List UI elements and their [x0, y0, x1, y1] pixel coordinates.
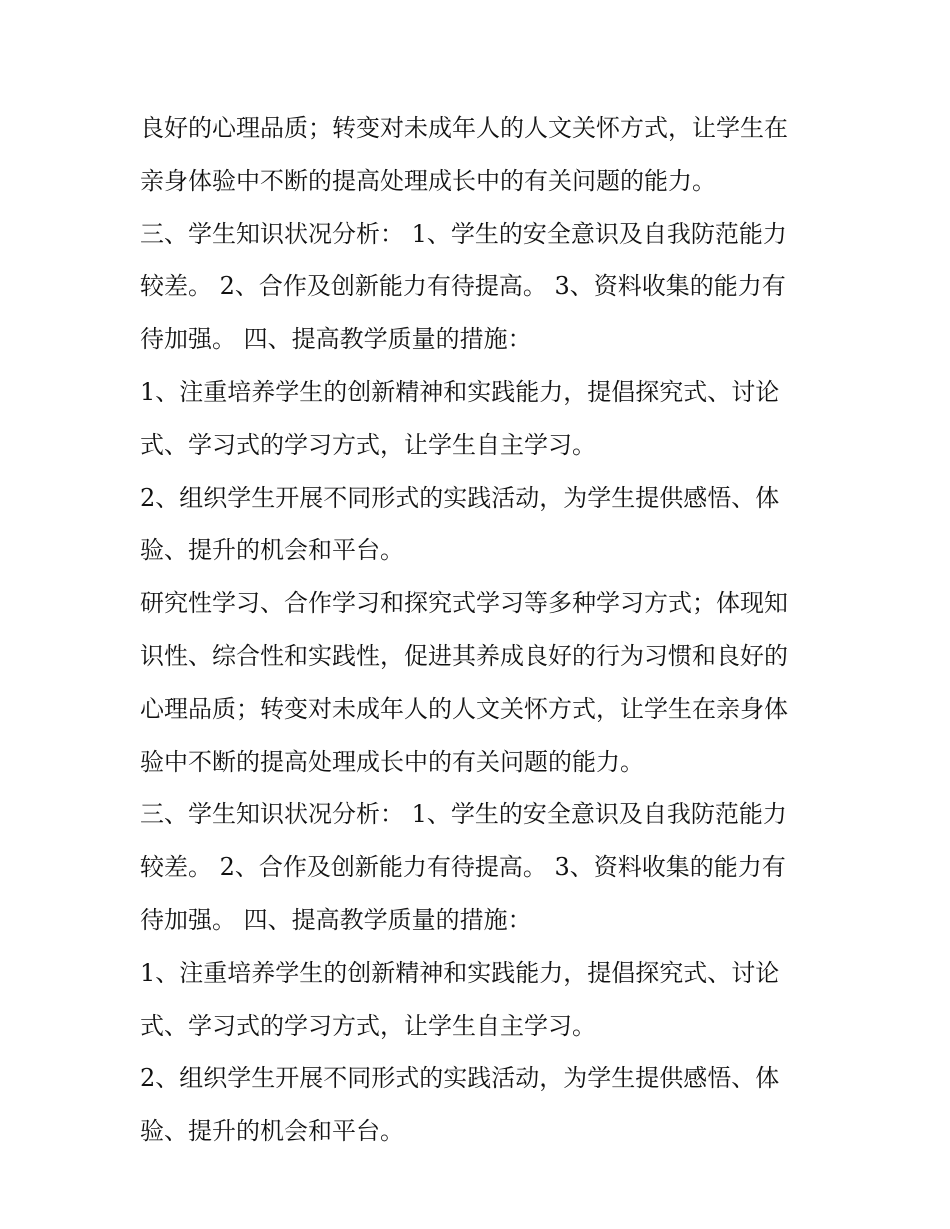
- text-line: 验、提升的机会和平台。: [140, 1117, 404, 1146]
- text-line: 2、组织学生开展不同形式的实践活动，为学生提供感悟、体: [140, 1064, 780, 1093]
- text-line: 式、学习式的学习方式，让学生自主学习。: [140, 430, 596, 459]
- text-line: 良好的心理品质；转变对未成年人的人文关怀方式，让学生在: [140, 114, 788, 142]
- document-body: [140, 102, 830, 1158]
- text-line: 较差。 2、合作及创新能力有待提高。 3、资料收集的能力有: [140, 853, 786, 882]
- text-line: 待加强。 四、提高教学质量的措施：: [140, 325, 532, 354]
- text-line: 亲身体验中不断的提高处理成长中的有关问题的能力。: [140, 166, 716, 195]
- text-line: 较差。 2、合作及创新能力有待提高。 3、资料收集的能力有: [140, 272, 786, 301]
- text-line: 验、提升的机会和平台。: [140, 536, 404, 565]
- text-line: 心理品质；转变对未成年人的人文关怀方式，让学生在亲身体: [140, 694, 788, 723]
- text-line: 研究性学习、合作学习和探究式学习等多种学习方式；体现知: [140, 589, 788, 618]
- text-line: 三、学生知识状况分析： 1、学生的安全意识及自我防范能力: [140, 800, 787, 829]
- text-line: 验中不断的提高处理成长中的有关问题的能力。: [140, 747, 644, 776]
- text-line: 2、组织学生开展不同形式的实践活动，为学生提供感悟、体: [140, 483, 780, 512]
- text-line: 识性、综合性和实践性，促进其养成良好的行为习惯和良好的: [140, 641, 788, 670]
- text-line: 待加强。 四、提高教学质量的措施：: [140, 905, 532, 934]
- text-line: 式、学习式的学习方式，让学生自主学习。: [140, 1011, 596, 1040]
- text-line: 三、学生知识状况分析： 1、学生的安全意识及自我防范能力: [140, 219, 787, 248]
- text-line: 1、注重培养学生的创新精神和实践能力，提倡探究式、讨论: [140, 377, 780, 406]
- text-line: 1、注重培养学生的创新精神和实践能力，提倡探究式、讨论: [140, 958, 780, 987]
